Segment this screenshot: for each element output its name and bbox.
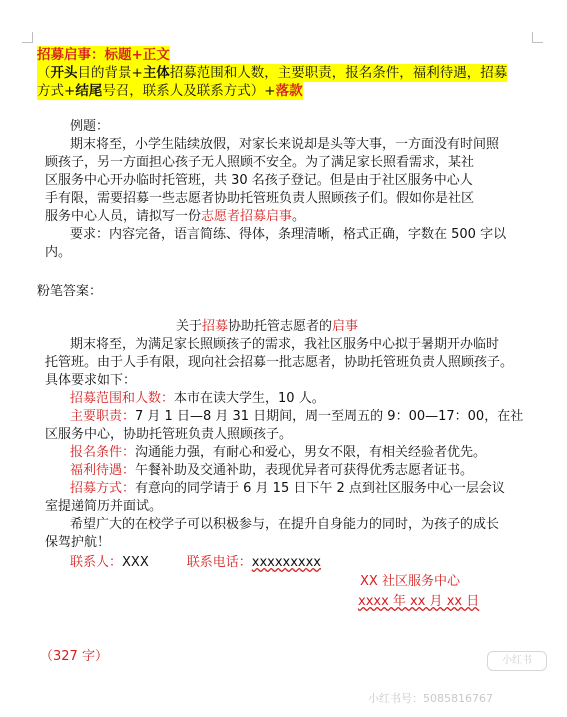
watermark-logo: 小红书 [487, 651, 547, 671]
title-text: 协助托管志愿者的 [228, 319, 333, 334]
example-label: 例题： [70, 119, 110, 134]
benefit-line [70, 462, 473, 480]
benefit-label: 福利待遇： [70, 463, 136, 478]
benefit-text: 午餐补助及交通补助，表现优异者可获得优秀志愿者证书。 [135, 463, 474, 478]
contact-line [70, 554, 321, 572]
condition-label: 报名条件： [70, 445, 136, 460]
header-text: 招募范围和人数，主要职责，报名条件，福利待遇，招募 [169, 65, 508, 81]
phone-label: 联系电话： [186, 555, 252, 570]
example-paragraph-line: 区服务中心开办临时托管班，共 30 名孩子登记。但是由于社区服务中心人 [45, 173, 473, 188]
header-title: 招募启事：标题+正文 [37, 47, 170, 63]
method-line: 室提递简历并面试。 [45, 499, 163, 514]
header-text: 方式+ [37, 83, 76, 99]
example-paragraph-line: 手有限，需要招募一些志愿者协助托管班负责人照顾孩子们。假如你是社区 [45, 191, 475, 206]
scope-line [70, 390, 325, 408]
signature-date [358, 593, 479, 611]
header-text: （ [37, 65, 51, 81]
example-text: 服务中心人员，请拟写一份 [45, 209, 202, 224]
contact-label: 联系人： [70, 555, 123, 570]
requirement-line: 要求：内容完备，语言简练、得体，条理清晰，格式正确，字数在 500 字以 [70, 227, 507, 242]
header-text: 目的背景+ [77, 65, 143, 81]
example-paragraph-line: 期末将至，小学生陆续放假，对家长来说却是头等大事，一方面没有时间照 [70, 137, 500, 152]
method-line [70, 480, 505, 498]
header-keyword: 主体 [142, 65, 170, 81]
intro-line: 期末将至，为满足家长照顾孩子的需求，我社区服务中心拟于暑期开办临时 [70, 337, 500, 352]
method-text: 有意向的同学请于 6 月 15 日下午 2 点到社区服务中心一层会议 [135, 481, 505, 496]
example-paragraph-line: 顾孩子，另一方面担心孩子无人照顾不安全。为了满足家长照看需求，某社 [45, 155, 475, 170]
duty-line: 区服务中心，协助托管班负责人照顾孩子。 [45, 427, 293, 442]
page-corner-mark [532, 32, 543, 43]
intro-line: 具体要求如下： [45, 373, 137, 388]
closing-line: 保驾护航！ [45, 535, 111, 550]
signature-date-text: xxxx 年 xx 月 xx 日 [358, 594, 480, 609]
page-corner-mark [22, 32, 33, 43]
requirement-line: 内。 [45, 245, 72, 260]
title-text: 关于 [176, 319, 203, 334]
answer-label: 粉笔答案： [37, 284, 103, 299]
title-emphasis: 招募 [202, 319, 229, 334]
example-text: 。 [292, 209, 306, 224]
scope-label: 招募范围和人数： [70, 391, 175, 406]
condition-line [70, 444, 486, 462]
header-line-1 [37, 46, 170, 64]
word-count: （327 字） [40, 649, 108, 664]
watermark-id: 小红书号：5085816767 [368, 692, 493, 705]
answer-title [176, 318, 358, 336]
scope-text: 本市在读大学生，10 人。 [174, 391, 325, 406]
example-emphasis: 志愿者招募启事 [201, 209, 293, 224]
phone-value: xxxxxxxxx [251, 555, 321, 570]
duty-line [70, 408, 523, 426]
title-emphasis: 启事 [332, 319, 359, 334]
example-paragraph-line [45, 208, 305, 226]
intro-line: 托管班。由于人手有限，现向社会招募一批志愿者，协助托管班负责人照顾孩子。 [45, 355, 514, 370]
header-keyword: 开头 [50, 65, 78, 81]
header-line-2 [37, 64, 507, 82]
header-text: 号召，联系人及联系方式）+ [102, 83, 276, 99]
signature-org: XX 社区服务中心 [360, 574, 460, 589]
method-label: 招募方式： [70, 481, 136, 496]
closing-line: 希望广大的在校学子可以积极参与，在提升自身能力的同时，为孩子的成长 [70, 517, 500, 532]
condition-text: 沟通能力强，有耐心和爱心，男女不限，有相关经验者优先。 [135, 445, 487, 460]
header-line-3 [37, 82, 303, 100]
contact-value: XXX [122, 555, 149, 570]
duty-label: 主要职责： [70, 409, 136, 424]
header-keyword: 结尾 [75, 83, 103, 99]
header-keyword: 落款 [275, 83, 303, 99]
duty-text: 7 月 1 日—8 月 31 日期间，周一至周五的 9：00—17：00，在社 [135, 409, 524, 424]
